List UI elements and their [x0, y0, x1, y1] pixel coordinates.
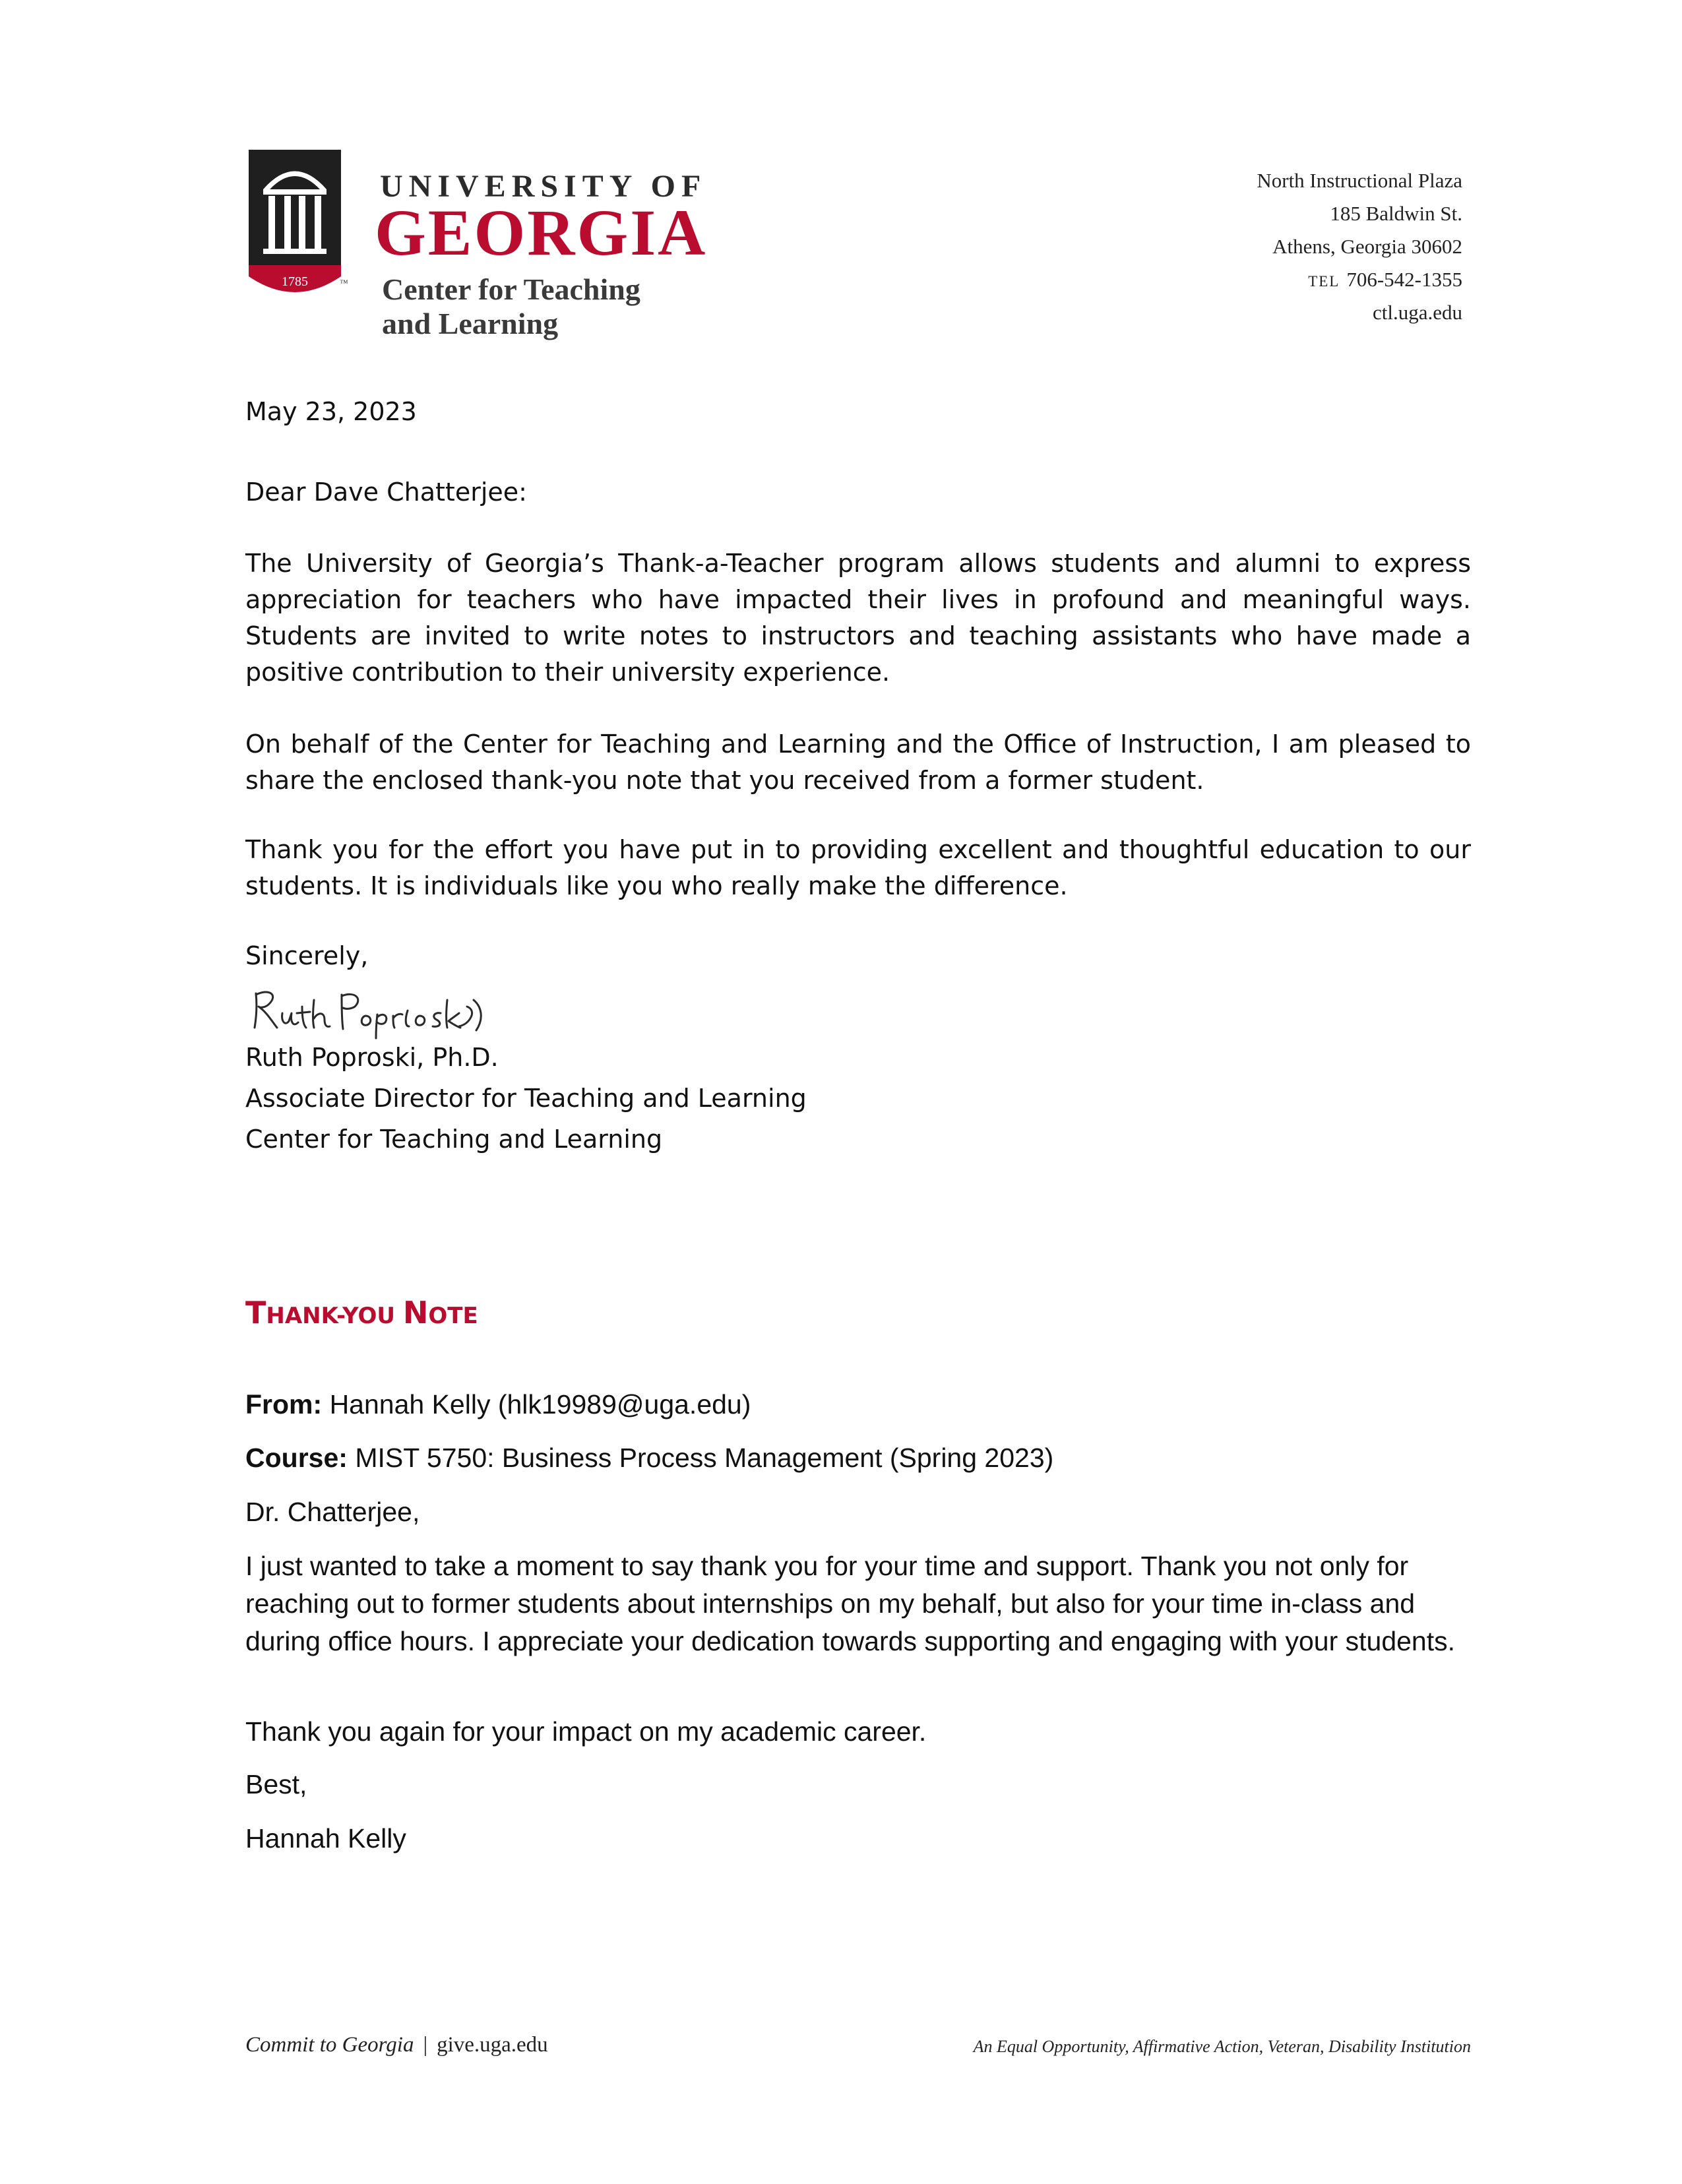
footer-give-link[interactable]: give.uga.edu — [437, 2033, 548, 2057]
note-body-1: I just wanted to take a moment to say thank you for your time and support. Thank you not only for reaching out to former students about internships on my behalf, but also for your time in-class and during office hours. I appreciate your dedication towards supporting and engaging with your students. — [245, 1551, 1456, 1656]
address-line3: Athens, Georgia 30602 — [1272, 235, 1462, 258]
address-line2: 185 Baldwin St. — [1330, 202, 1462, 225]
heading-letter-t: T — [245, 1295, 266, 1330]
course-value: MIST 5750: Business Process Management (Spring 2023) — [355, 1443, 1054, 1473]
note-signer-name: Hannah Kelly — [245, 1823, 406, 1854]
letter-date: May 23, 2023 — [245, 397, 417, 426]
note-closing: Best, — [245, 1769, 307, 1799]
address-website: ctl.uga.edu — [1372, 301, 1462, 324]
footer-commit: Commit to Georgia — [245, 2033, 414, 2057]
from-label: From: — [245, 1389, 323, 1420]
note-body-2: Thank you again for your impact on my academic career. — [245, 1716, 927, 1747]
letter-paragraph-2: On behalf of the Center for Teaching and Learning and the Office of Instruction, I am pleased to share the enclosed thank-you note that you received from a former student. — [245, 730, 1471, 795]
logo-georgia: GEORGIA — [375, 196, 708, 269]
logo-unit-line2: and Learning — [382, 307, 559, 340]
course-label: Course: — [245, 1443, 348, 1473]
signer-unit: Center for Teaching and Learning — [245, 1125, 663, 1154]
phone-number: 706-542-1355 — [1346, 268, 1462, 291]
letter-paragraph-3: Thank you for the effort you have put in to providing excellent and thoughtful education to our students. It is individuals like you who really make the difference. — [245, 835, 1471, 900]
letter-paragraph-1: The University of Georgia’s Thank-a-Teacher program allows students and alumni to express appreciation for teachers who have impacted their lives in profound and meaningful ways. Students are invited to write notes to instructors and teaching assistants who have made a positive contribution to their university experience. — [245, 549, 1471, 687]
footer-eeo-statement: An Equal Opportunity, Affirmative Action, Veteran, Disability Institution — [973, 2037, 1471, 2056]
letter-salutation: Dear Dave Chatterjee: — [245, 478, 527, 507]
handwritten-signature — [249, 980, 500, 1040]
logo-unit-line1: Center for Teaching — [382, 272, 640, 306]
footer-left — [245, 2033, 548, 2057]
thank-you-note-heading — [245, 1295, 478, 1330]
note-course — [245, 1439, 1459, 1477]
address-phone — [1308, 268, 1462, 294]
letter-closing: Sincerely, — [245, 941, 369, 970]
note-greeting: Dr. Chatterjee, — [245, 1497, 420, 1527]
footer-separator: | — [423, 2033, 428, 2057]
uga-arch-seal-logo — [249, 150, 341, 297]
logo-university-of: UNIVERSITY OF — [380, 169, 707, 204]
heading-hank-you: HANK-YOU — [266, 1303, 403, 1329]
seal-year: 1785 — [282, 274, 308, 289]
trademark-symbol: ™ — [340, 278, 348, 288]
phone-label: TEL — [1308, 273, 1340, 290]
signer-title: Associate Director for Teaching and Learning — [245, 1084, 807, 1113]
address-line1: North Instructional Plaza — [1257, 169, 1462, 192]
signer-name: Ruth Poproski, Ph.D. — [245, 1043, 499, 1072]
heading-ote: OTE — [428, 1303, 478, 1329]
heading-letter-n: N — [402, 1295, 429, 1330]
note-from — [245, 1386, 1459, 1423]
from-value: Hannah Kelly (hlk19989@uga.edu) — [329, 1389, 751, 1420]
